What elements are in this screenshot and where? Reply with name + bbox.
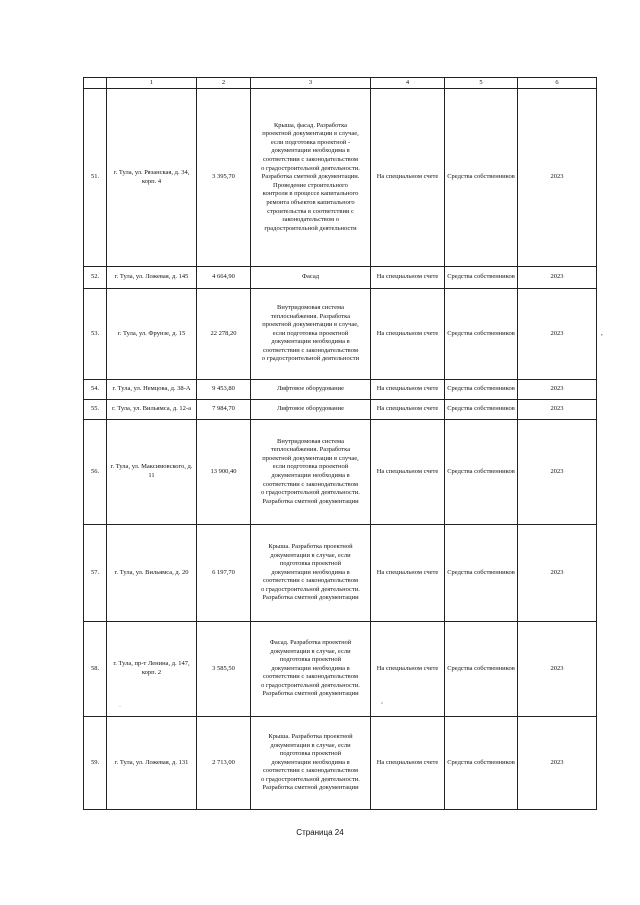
work-line: документации необходима в — [271, 338, 350, 346]
header-cell: 1 — [107, 78, 197, 89]
work-line: соответствии с законодательством — [263, 156, 358, 164]
work-line: соответствии с законодательством — [263, 346, 358, 354]
work-line: Разработка сметной документации — [262, 690, 359, 698]
work-line: документации необходима в — [271, 147, 350, 155]
row-number-cell: 52. — [84, 267, 107, 289]
work-line: Разработка сметной документации — [262, 497, 359, 505]
work-line: подготовка проектной — [279, 560, 342, 568]
address-cell: г. Тула, ул. Немцова, д. 38-А — [107, 380, 197, 400]
work-line: законодательством о — [282, 216, 339, 224]
header-row — [84, 78, 597, 89]
work-line: о градостроительной деятельности. — [261, 681, 360, 689]
capital-repair-table — [83, 77, 597, 810]
work-line: теплоснабжения. Разработка — [270, 312, 351, 320]
year-cell: 2023 — [518, 717, 597, 810]
cost-cell: 9 453,80 — [197, 380, 251, 400]
account-cell: На специальном счете — [371, 717, 445, 810]
work-line: документации в случае, если — [270, 647, 351, 655]
cost-cell: 3 395,70 — [197, 89, 251, 267]
work-line: Внутридомовая система — [277, 303, 344, 311]
work-line: строительства в соответствии с — [267, 207, 354, 215]
year-cell: 2023 — [518, 420, 597, 525]
work-line: соответствии с законодательством — [263, 767, 358, 775]
table-row — [84, 267, 597, 289]
header-cell-blank — [84, 78, 107, 89]
work-cell — [251, 400, 371, 420]
work-line: Крыша. Разработка проектной — [268, 732, 353, 740]
cost-cell: 4 664,90 — [197, 267, 251, 289]
header-cell: 6 — [518, 78, 597, 89]
scan-tick: ˇ — [381, 703, 383, 709]
work-line: ремонта объектов капитального — [266, 198, 355, 206]
row-number-cell: 57. — [84, 525, 107, 622]
work-line: если подготовка проектной — [272, 329, 349, 337]
table-row — [84, 380, 597, 400]
cost-cell: 22 278,20 — [197, 289, 251, 380]
funding-source-cell: Средства собственников — [445, 400, 518, 420]
work-line: проектной документации в случае, — [262, 321, 359, 329]
work-line: о градостроительной деятельности. — [261, 489, 360, 497]
funding-source-cell: Средства собственников — [445, 525, 518, 622]
work-line: теплоснабжения. Разработка — [270, 446, 351, 454]
work-cell — [251, 380, 371, 400]
account-cell: На специальном счете — [371, 622, 445, 717]
work-line: контроля в процессе капитального — [262, 190, 359, 198]
work-cell — [251, 525, 371, 622]
work-cell — [251, 289, 371, 380]
work-line: Проведение строительного — [273, 181, 348, 189]
work-line: соответствии с законодательством — [263, 577, 358, 585]
address-cell: г. Тула, ул. Вильямса, д. 20 — [107, 525, 197, 622]
work-line: документации необходима в — [271, 568, 350, 576]
work-line: Разработка сметной документации — [262, 594, 359, 602]
account-cell: На специальном счете — [371, 420, 445, 525]
header-cell: 4 — [371, 78, 445, 89]
year-cell: 2023 — [518, 267, 597, 289]
account-cell: На специальном счете — [371, 289, 445, 380]
funding-source-cell: Средства собственников — [445, 267, 518, 289]
work-line: документации в случае, если — [270, 551, 351, 559]
work-line: проектной документации в случае, — [262, 454, 359, 462]
work-line: документации необходима в — [271, 758, 350, 766]
year-cell: 2023 — [518, 380, 597, 400]
table-row — [84, 289, 597, 380]
address-cell: г. Тула, ул. Рязанская, д. 34, корп. 4 — [107, 89, 197, 267]
work-line: о градостроительной деятельности. — [261, 164, 360, 172]
address-cell: г. Тула, ул. Максимовского, д. 11 — [107, 420, 197, 525]
work-line: подготовка проектной — [279, 656, 342, 664]
funding-source-cell: Средства собственников — [445, 89, 518, 267]
work-line: градостроительной деятельности — [264, 224, 357, 232]
table-row — [84, 525, 597, 622]
account-cell: На специальном счете — [371, 525, 445, 622]
cost-cell: 13 900,40 — [197, 420, 251, 525]
work-line: Разработка сметной документации. — [261, 173, 360, 181]
work-line: Лифтовое оборудование — [276, 405, 345, 413]
work-line: Внутридомовая система — [277, 437, 344, 445]
work-line: Фасад — [301, 273, 320, 281]
address-cell: г. Тула, ул. Ложевая, д. 145 — [107, 267, 197, 289]
header-cell: 3 — [251, 78, 371, 89]
work-line: о градостроительной деятельности — [261, 355, 360, 363]
row-number-cell: 51. — [84, 89, 107, 267]
work-line: документации необходима в — [271, 664, 350, 672]
address-cell: г. Тула, пр-т Ленина, д. 147, корп. 2 — [107, 622, 197, 717]
year-cell: 2023 — [518, 400, 597, 420]
work-line: если подготовка проектной — [272, 463, 349, 471]
funding-source-cell: Средства собственников — [445, 420, 518, 525]
row-number-cell: 58. — [84, 622, 107, 717]
work-line: Фасад. Разработка проектной — [269, 638, 352, 646]
work-line: Крыша. Разработка проектной — [268, 542, 353, 550]
year-cell: 2023 — [518, 289, 597, 380]
year-cell: 2023 — [518, 525, 597, 622]
work-line: о градостроительной деятельности. — [261, 585, 360, 593]
work-line: Лифтовое оборудование — [276, 385, 345, 393]
row-number-cell: 59. — [84, 717, 107, 810]
work-line: документации необходима в — [271, 472, 350, 479]
row-number-cell: 56. — [84, 420, 107, 525]
funding-source-cell: Средства собственников — [445, 622, 518, 717]
cost-cell: 7 984,70 — [197, 400, 251, 420]
margin-mark: , — [601, 329, 603, 337]
table-row — [84, 89, 597, 267]
address-cell: г. Тула, ул. Ложевая, д. 131 — [107, 717, 197, 810]
work-line: соответствии с законодательством — [263, 480, 358, 488]
work-line: соответствии с законодательством — [263, 673, 358, 681]
address-cell: г. Тула, ул. Фрунзе, д. 15 — [107, 289, 197, 380]
cost-cell: 6 197,70 — [197, 525, 251, 622]
year-cell: 2023 — [518, 89, 597, 267]
page-number: Страница 24 — [296, 828, 344, 837]
scan-mark: · — [119, 704, 121, 710]
funding-source-cell: Средства собственников — [445, 380, 518, 400]
work-cell — [251, 89, 371, 267]
work-cell — [251, 717, 371, 810]
cost-cell: 3 585,50 — [197, 622, 251, 717]
year-cell: 2023 — [518, 622, 597, 717]
cost-cell: 2 713,00 — [197, 717, 251, 810]
table-row — [84, 622, 597, 717]
work-line: подготовка проектной — [279, 750, 342, 758]
work-cell — [251, 420, 371, 525]
funding-source-cell: Средства собственников — [445, 717, 518, 810]
table-row — [84, 420, 597, 525]
work-line: документации в случае, если — [270, 741, 351, 749]
work-line: если подготовка проектной - — [270, 138, 351, 146]
work-line: о градостроительной деятельности. — [261, 775, 360, 783]
work-cell — [251, 622, 371, 717]
header-cell: 2 — [197, 78, 251, 89]
account-cell: На специальном счете — [371, 400, 445, 420]
table-row — [84, 400, 597, 420]
account-cell: На специальном счете — [371, 380, 445, 400]
work-line: Разработка сметной документации — [262, 784, 359, 792]
table-row — [84, 717, 597, 810]
address-cell: г. Тула, ул. Вильямса, д. 12-а — [107, 400, 197, 420]
row-number-cell: 55. — [84, 400, 107, 420]
work-cell — [251, 267, 371, 289]
work-line: проектной документации в случае, — [262, 130, 359, 138]
header-cell: 5 — [445, 78, 518, 89]
account-cell: На специальном счете — [371, 267, 445, 289]
funding-source-cell: Средства собственников — [445, 289, 518, 380]
row-number-cell: 53. — [84, 289, 107, 380]
work-line: Крыша, фасад. Разработка — [273, 121, 348, 129]
account-cell: На специальном счете — [371, 89, 445, 267]
row-number-cell: 54. — [84, 380, 107, 400]
